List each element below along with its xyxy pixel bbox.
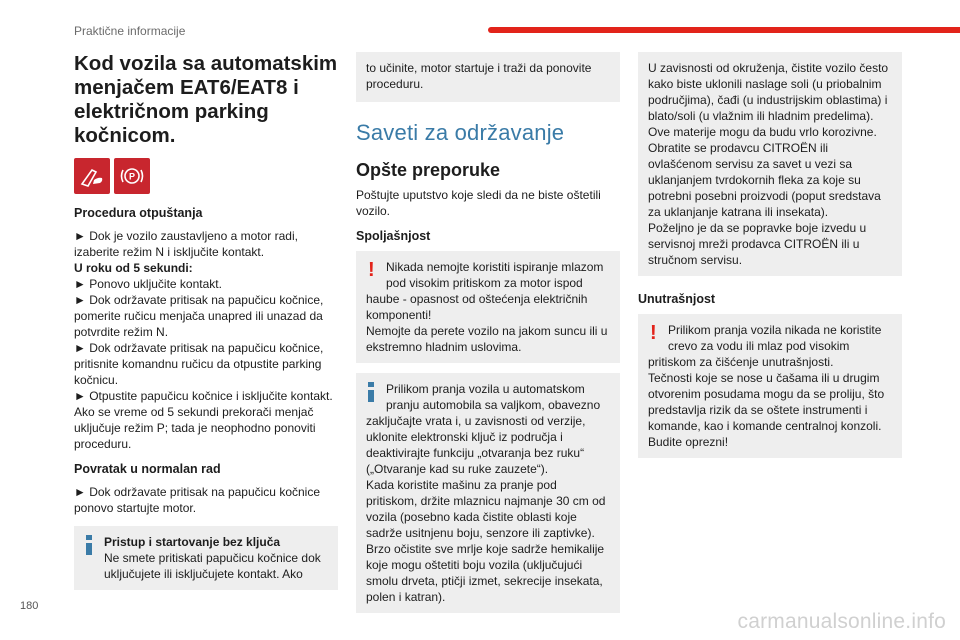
section-title: Kod vozila sa automatskim menjačem EAT6/EAT8 i električnom parking kočnicom. xyxy=(74,52,338,147)
watermark: carmanualsonline.info xyxy=(737,610,946,633)
warning-text-first: Nikada nemojte koristiti ispiranje mlazom pod visokim pritiskom za motor ispod xyxy=(386,260,604,290)
header-accent-bar xyxy=(488,27,960,33)
release-heading: Procedura otpuštanja xyxy=(74,206,203,220)
release-step-3: ► Dok održavate pritisak na papučicu kočnice, pomerite ručicu menjača unapred ili unazad da potvrdite režim N. xyxy=(74,293,324,339)
page-number: 180 xyxy=(20,600,39,612)
column-right xyxy=(638,52,902,468)
warning-exclamation-icon: ! xyxy=(368,259,375,281)
info-icon xyxy=(368,382,374,402)
interior-heading: Unutrašnjost xyxy=(638,292,716,306)
warning-icons xyxy=(74,158,338,194)
running-header: Praktične informacije xyxy=(74,24,186,38)
corrosion-info-box: U zavisnosti od okruženja, čistite vozilo često kako biste uklonili naslage soli (u priobalnim područjima), čađi (u industrijskim oblastima) i blato/soli (u vlažnim ili hladnim predelima). Ove materije mogu da budu vrlo korozivne. Obratite se prodavcu CITROËN ili ovlašćenom servisu za savet u vezi sa uklanjanjem tvrdokornih fleka za koje su potrebni posebni proizvodi (poput sredstava za uklanjanje katrana ili insekata). Poželjno je da se popravke boje izvedu u servisnoj mreži prodavca CITROËN ili u stručnom servisu. xyxy=(638,52,902,276)
svg-text:P: P xyxy=(128,171,136,182)
info-icon xyxy=(86,535,92,555)
within-5-seconds: U roku od 5 sekundi: xyxy=(74,261,193,275)
exterior-heading: Spoljašnjost xyxy=(356,229,431,243)
warning-box-exterior xyxy=(356,251,620,363)
intro-text: Poštujte uputstvo koje sledi da ne biste oštetili vozilo. xyxy=(356,188,601,218)
return-heading: Povratak u normalan rad xyxy=(74,462,221,476)
info-text-rest: zaključajte vrata i, u zavisnosti od verzije, uklonite elektronski ključ iz područja i deaktivirajte funkciju „otvaranja bez ruku“ („Otvaranje kad su ruke zauzete“). Kada koristite mašinu za pranje pod pritiskom, držite mlaznicu najmanje 30 cm od vozila (posebno kada čistite oblasti koje sadrže usitnjenu boju, senzore ili zaptivke). Brzo očistite sve mrlje koje sadrže hemikalije koje mogu oštetiti boju vozila (uključujući smolu drveta, ptičji izmet, sekrecije insekata, polen i katran). xyxy=(366,414,606,604)
release-step-1: ► Dok je vozilo zaustavljeno a motor radi, izaberite režim N i isključite kontakt. xyxy=(74,229,298,259)
continued-info-box xyxy=(356,52,620,102)
info-title: Pristup i startovanje bez ključa xyxy=(104,535,281,549)
info-text: Ne smete pritiskati papučicu kočnice dok uključujete ili isključujete kontakt. Ako xyxy=(104,551,321,581)
column-left xyxy=(74,52,338,600)
warning-exclamation-icon: ! xyxy=(650,322,657,344)
column-middle xyxy=(356,52,620,623)
timeout-note: Ako se vreme od 5 sekundi prekorači menjač uključuje režim P; tada je neophodno ponoviti proceduru. xyxy=(74,405,316,451)
general-recommendations-heading: Opšte preporuke xyxy=(356,160,501,180)
warning-text-rest: pritiskom za čišćenje unutrašnjosti. Tečnosti koje se nose u čašama ili u drugim otvorenim posudama mogu da se proliju, što predstavlja rizik da se oštete instrumenti i komande, kao i komande centralnoj konzoli. Budite oprezni! xyxy=(648,355,885,449)
info-box-car-wash xyxy=(356,373,620,613)
info-box-keyless xyxy=(74,526,338,590)
release-step-4: ► Dok održavate pritisak na papučicu kočnice, pritisnite komandnu ručicu da otpustite parking kočnicu. xyxy=(74,341,324,387)
maintenance-heading: Saveti za održavanje xyxy=(356,120,565,145)
warning-text-first: Prilikom pranja vozila nikada ne koristite crevo za vodu ili mlaz pod visokim xyxy=(668,323,882,353)
info-text-first: Prilikom pranja vozila u automatskom pranju automobila sa valjkom, obavezno xyxy=(386,382,601,412)
return-step: ► Dok održavate pritisak na papučicu kočnice ponovo startujte motor. xyxy=(74,485,320,515)
release-step-2: ► Ponovo uključite kontakt. xyxy=(74,277,222,291)
parking-brake-p-icon xyxy=(114,158,150,194)
release-step-5: ► Otpustite papučicu kočnice i isključite kontakt. xyxy=(74,389,333,403)
warning-text-rest: haube - opasnost od oštećenja električnih komponenti! Nemojte da perete vozilo na jakom suncu ili u ekstremno hladnim uslovima. xyxy=(366,292,608,354)
foot-on-pedal-icon xyxy=(74,158,110,194)
continued-text: to učinite, motor startuje i traži da ponovite proceduru. xyxy=(366,61,592,91)
warning-box-interior xyxy=(638,314,902,458)
